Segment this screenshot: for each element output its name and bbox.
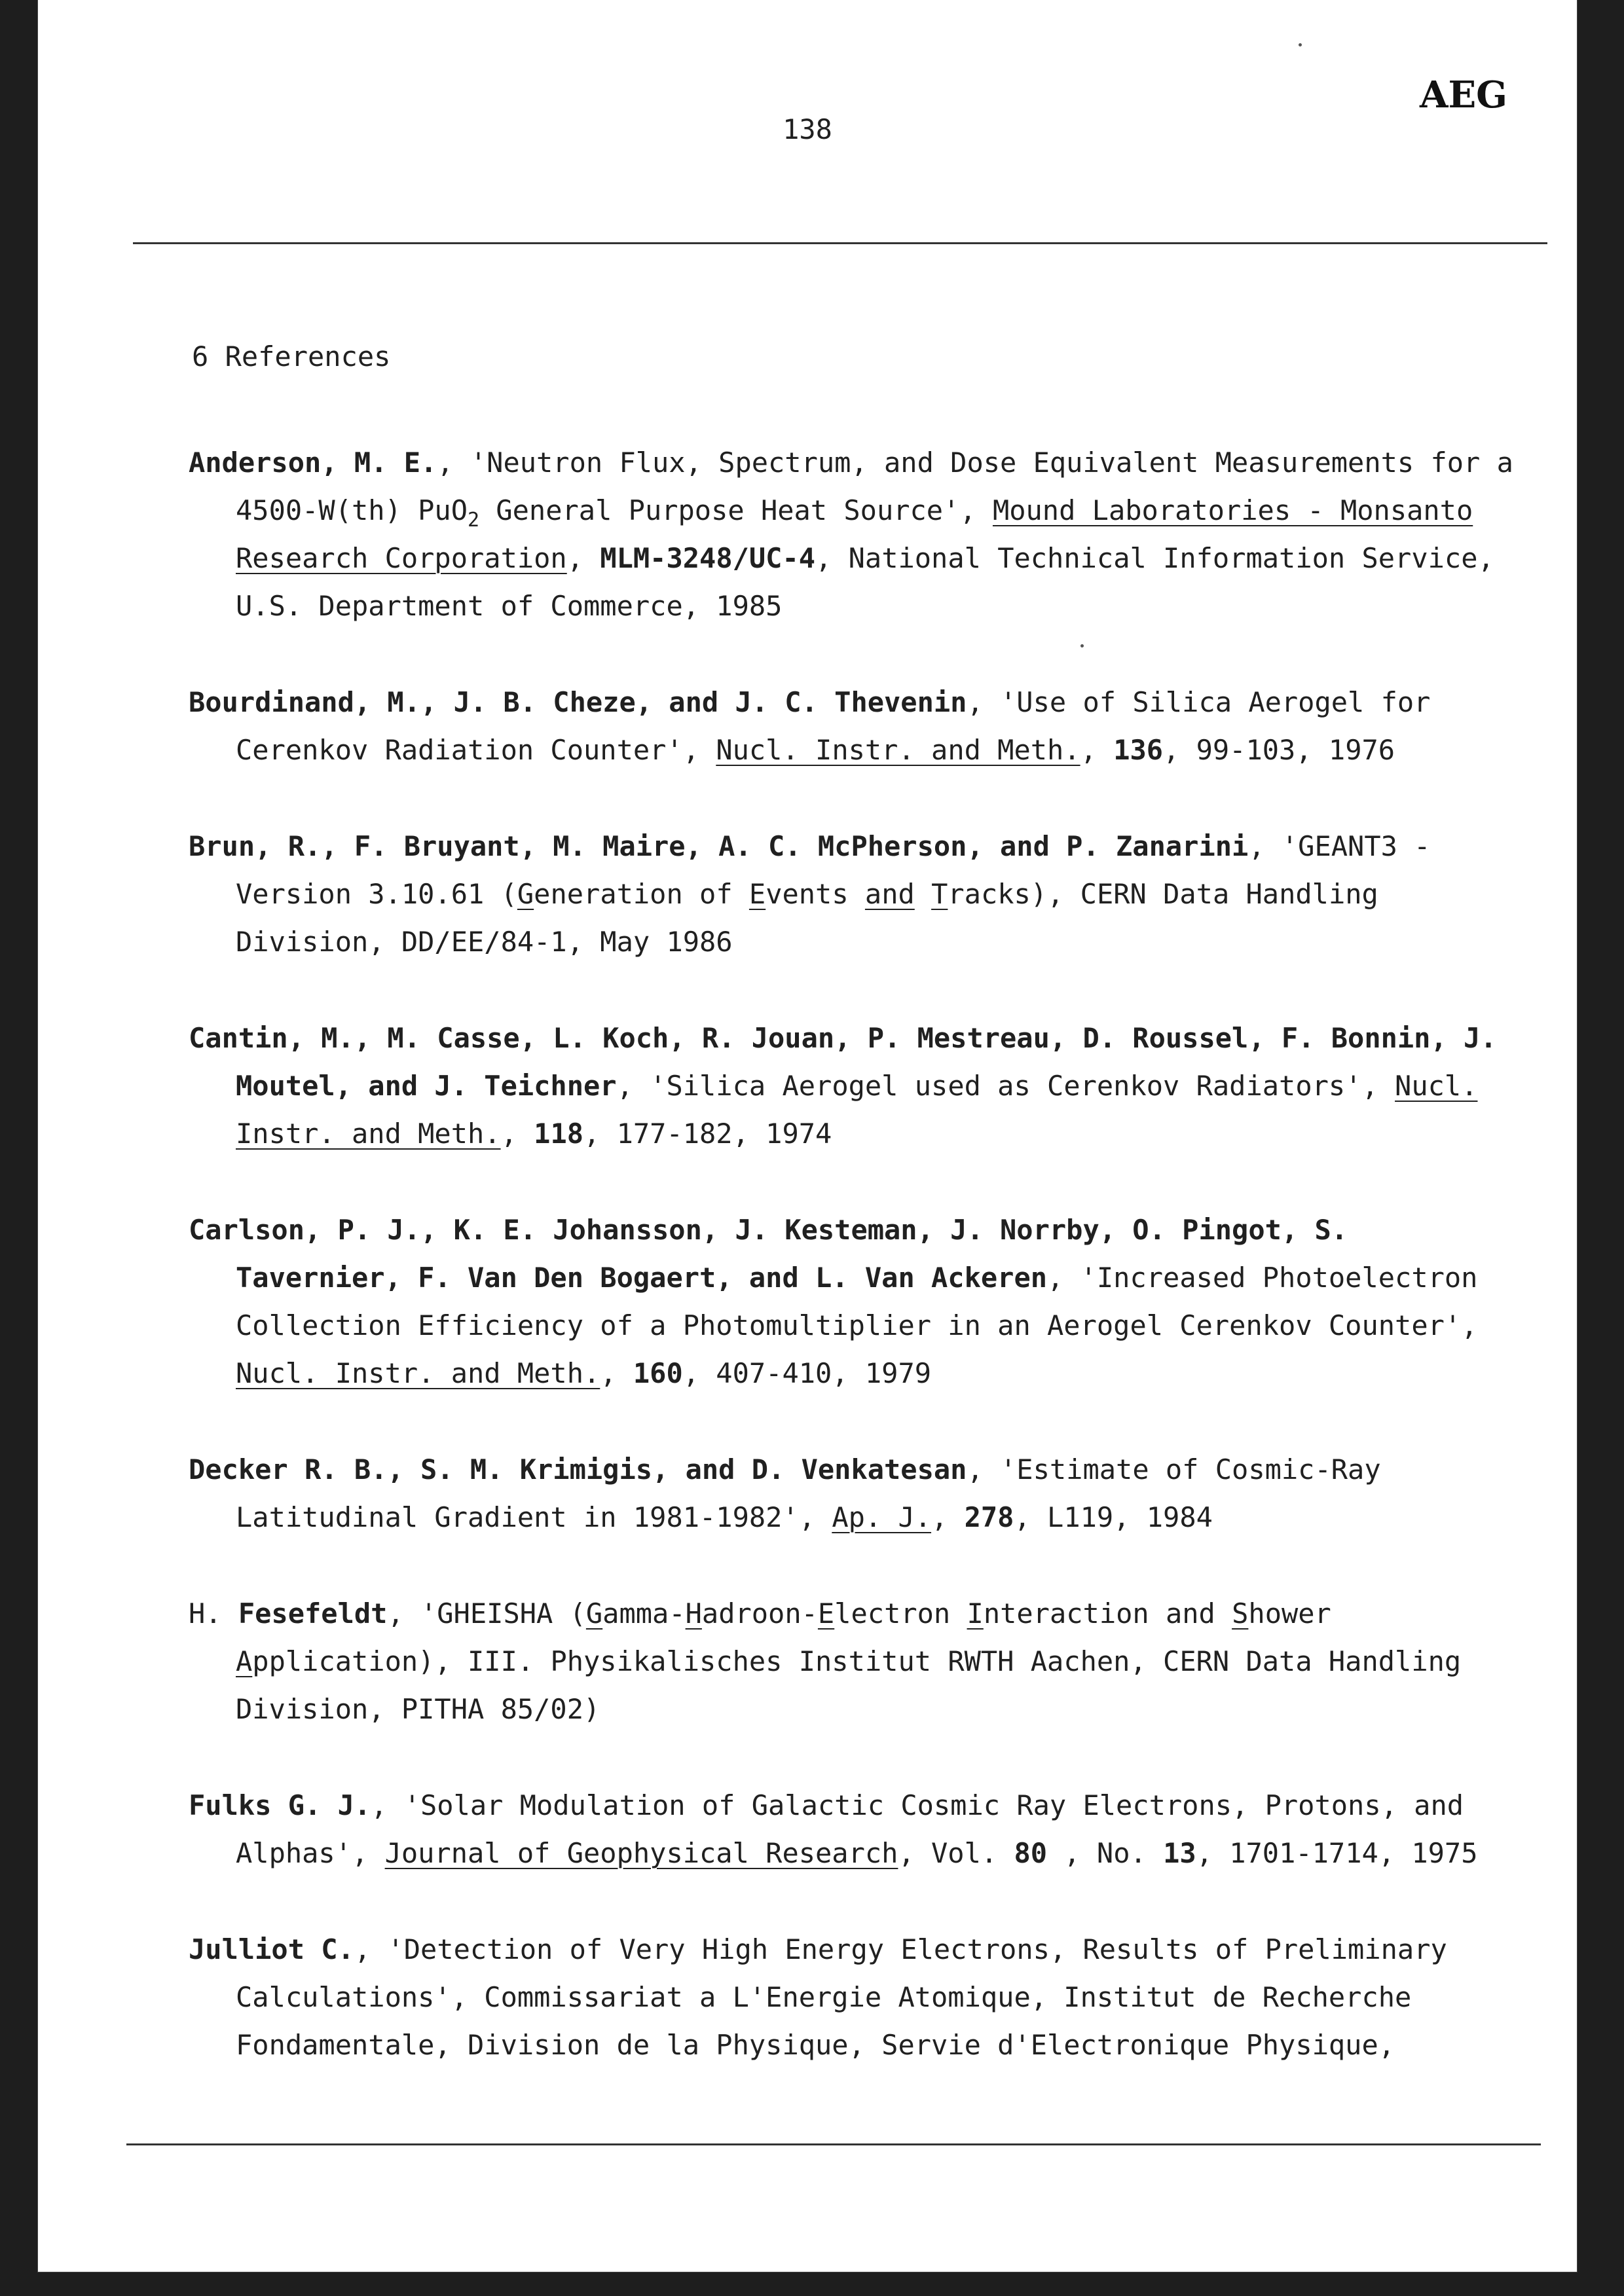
underlined-letter: T [931,878,948,910]
reference-text: adroon- [701,1597,818,1630]
underlined-letter: E [817,1597,835,1630]
scan-speck [1080,644,1084,647]
underlined-letter: E [748,878,766,910]
reference-text: racks), CERN Data Handling Division, DD/EE/84-1, May 1986 [236,878,1378,958]
reference-text: , 'GHEISHA ( [387,1597,586,1630]
reference-text: vents [766,878,865,910]
reference-text: H. [189,1597,238,1630]
reference-text: , 'Solar Modulation of Galactic Cosmic Ray Electrons, Protons, and Alphas', [236,1789,1464,1869]
subscript: 2 [468,509,480,532]
reference-text: , [931,1501,965,1533]
underlined-letter: and [864,878,915,910]
page-number: 138 [783,113,832,145]
reference-text: , 'Silica Aerogel used as Cerenkov Radiators', [616,1070,1395,1102]
reference-item [189,439,1518,630]
reference-authors: Brun, R., F. Bruyant, M. Maire, A. C. McPherson, and P. Zanarini [189,830,1249,862]
reference-authors: Decker R. B., S. M. Krimigis, and D. Venkatesan [189,1453,967,1485]
reference-text: , 'Neutron Flux, Spectrum, and Dose Equivalent Measurements for a 4500-W(th) PuO [236,446,1513,526]
footer-rule [126,2143,1541,2145]
reference-journal: Nucl. Instr. and Meth. [236,1357,600,1389]
reference-report-number: MLM-3248/UC-4 [600,542,816,574]
reference-text: amma- [602,1597,686,1630]
reference-text: , L119, 1984 [1014,1501,1213,1533]
reference-text: hower [1248,1597,1331,1630]
reference-text: , Vol. [898,1837,1014,1869]
reference-text: , 99-103, 1976 [1163,734,1395,766]
reference-text: , 'Estimate of Cosmic-Ray Latitudinal Gradient in 1981-1982', [236,1453,1381,1533]
section-heading: 6 References [192,340,391,373]
scan-speck [1299,43,1302,46]
underlined-letter: H [685,1597,702,1630]
underlined-letter: S [1232,1597,1249,1630]
reference-text: , 1701-1714, 1975 [1196,1837,1478,1869]
reference-volume: 80 [1014,1837,1048,1869]
reference-authors: Carlson, P. J., K. E. Johansson, J. Kesteman, J. Norrby, O. Pingot, S. Tavernier, F. Van Den Bogaert, and L. Van Ackeren [189,1214,1348,1294]
document-page [38,0,1577,2272]
reference-authors: Fulks G. J. [189,1789,371,1821]
reference-item [189,1781,1518,1877]
reference-text: eneration of [534,878,749,910]
reference-authors: Bourdinand, M., J. B. Cheze, and J. C. Thevenin [189,686,967,718]
reference-text: , No. [1047,1837,1164,1869]
reference-volume: 118 [534,1118,584,1150]
reference-text: , National Technical Information Service, U.S. Department of Commerce, 1985 [236,542,1494,622]
underlined-letter: G [585,1597,603,1630]
reference-text: , 'Increased Photoelectron Collection Efficiency of a Photomultiplier in an Aerogel Cerenkov Counter', [236,1262,1478,1341]
aeg-logo: AEG [1420,73,1507,117]
reference-text: , 'Use of Silica Aerogel for Cerenkov Radiation Counter', [236,686,1431,766]
underlined-letter: A [236,1645,253,1677]
reference-text: , [500,1118,534,1150]
reference-authors: Fesefeldt [238,1597,388,1630]
reference-text: , 'GEANT3 - Version 3.10.61 ( [236,830,1431,910]
underlined-letter: I [967,1597,984,1630]
reference-item [189,1590,1518,1733]
reference-authors: Cantin, M., M. Casse, L. Koch, R. Jouan, P. Mestreau, D. Roussel, F. Bonnin, J. Moutel, and J. Teichner [189,1022,1497,1102]
reference-text: , 407-410, 1979 [682,1357,932,1389]
reference-text: nteraction and [983,1597,1232,1630]
reference-item [189,678,1518,774]
header-rule [133,242,1547,244]
reference-issue: 13 [1163,1837,1196,1869]
reference-item [189,1925,1518,2069]
underlined-letter: G [517,878,534,910]
reference-journal: Nucl. Instr. and Meth. [236,1070,1478,1150]
reference-journal: Journal of Geophysical Research [384,1837,898,1869]
reference-volume: 278 [964,1501,1014,1533]
reference-text: , [1080,734,1114,766]
reference-text [915,878,931,910]
reference-journal: Ap. J. [832,1501,932,1533]
reference-list [189,439,1518,2117]
reference-authors: Julliot C. [189,1933,354,1965]
reference-text: , 177-182, 1974 [583,1118,832,1150]
reference-authors: Anderson, M. E. [189,446,437,479]
reference-text: pplication), III. Physikalisches Institut RWTH Aachen, CERN Data Handling Division, PITHA 85/02) [236,1645,1462,1725]
reference-volume: 136 [1113,734,1164,766]
reference-volume: 160 [633,1357,683,1389]
reference-text: , [600,1357,633,1389]
reference-text: , [566,542,600,574]
reference-journal: Nucl. Instr. and Meth. [716,734,1080,766]
reference-item [189,1206,1518,1397]
reference-text: lectron [834,1597,967,1630]
reference-item [189,1014,1518,1157]
reference-text: , 'Detection of Very High Energy Electrons, Results of Preliminary Calculations', Commissariat a L'Energie Atomique, Institut de Recherche Fondamentale, Division de la Physique, Servie d'Electronique Physique, [236,1933,1447,2061]
reference-text: General Purpose Heat Source', [479,494,993,526]
reference-item [189,822,1518,966]
reference-item [189,1446,1518,1541]
reference-journal: Mound Laboratories - Monsanto Research Corporation [236,494,1473,574]
